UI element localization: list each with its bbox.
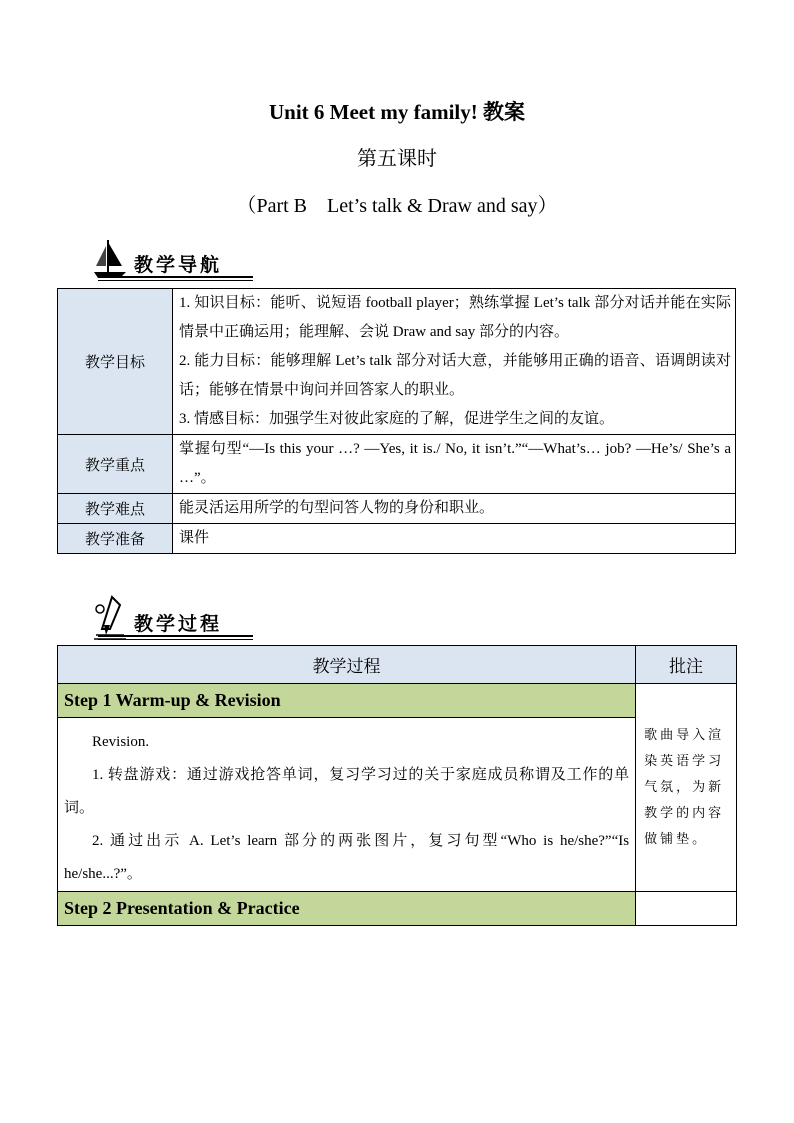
- table-row: [58, 684, 737, 718]
- step-2-title: Step 2 Presentation & Practice: [58, 892, 636, 926]
- section-header-process: [90, 595, 260, 641]
- teaching-navigation-table: [57, 288, 736, 554]
- objective-knowledge: 1. 知识目标：能听、说短语 football player；熟练掌握 Let’s talk 部分对话并能在实际情景中正确运用；能理解、会说 Draw and say 部分的内容。: [179, 295, 731, 340]
- key-points-cell: 掌握句型“—Is this your …? —Yes, it is./ No, it isn’t.”“—What’s… job? —He’s/ She’s a …”。: [173, 435, 736, 494]
- table-row: [58, 435, 736, 494]
- step-1-line: Revision.: [92, 734, 150, 750]
- row-head-preparation: 教学准备: [58, 524, 173, 554]
- lesson-number: 第五课时: [357, 148, 437, 170]
- divider: [98, 635, 253, 637]
- divider: [98, 280, 253, 281]
- section-header-nav: [90, 236, 260, 282]
- section-label-nav: 教学导航: [134, 254, 223, 276]
- row-head-key-points: 教学重点: [58, 435, 173, 494]
- teaching-process-table: [57, 645, 737, 926]
- sailboat-icon: [90, 236, 134, 280]
- difficulties-cell: 能灵活运用所学的句型问答人物的身份和职业。: [173, 494, 736, 524]
- lesson-part: （Part B Let’s talk & Draw and say）: [236, 195, 558, 217]
- objective-emotion: 3. 情感目标：加强学生对彼此家庭的了解，促进学生之间的友谊。: [179, 411, 615, 427]
- step-2-note: [636, 892, 737, 926]
- step-1-line: 1. 转盘游戏：通过游戏抢答单词，复习学习过的关于家庭成员称谓及工作的单词。: [64, 767, 630, 816]
- column-header-notes: 批注: [636, 646, 737, 684]
- table-row: [58, 289, 736, 435]
- section-label-process: 教学过程: [134, 613, 223, 635]
- preparation-cell: 课件: [173, 524, 736, 554]
- divider: [98, 639, 253, 640]
- document-title: Unit 6 Meet my family! 教案: [268, 100, 526, 124]
- step-1-line: 2. 通过出示 A. Let’s learn 部分的两张图片，复习句型“Who is he/she?”“Is he/she...?”。: [64, 833, 630, 882]
- table-header-row: [58, 646, 737, 684]
- table-row: [58, 718, 737, 892]
- step-1-title: Step 1 Warm-up & Revision: [58, 684, 636, 718]
- objective-ability: 2. 能力目标：能够理解 Let’s talk 部分对话大意，并能够用正确的语音、语调朗读对话；能够在情景中询问并回答家人的职业。: [179, 353, 731, 398]
- objectives-cell: [173, 289, 736, 435]
- row-head-difficulties: 教学难点: [58, 494, 173, 524]
- column-header-process: 教学过程: [58, 646, 636, 684]
- divider: [98, 276, 253, 278]
- row-head-objectives: 教学目标: [58, 289, 173, 435]
- step-1-content: [58, 718, 636, 892]
- table-row: [58, 524, 736, 554]
- step-1-note: 歌曲导入渲染英语学习气氛，为新教学的内容做铺垫。: [636, 684, 737, 892]
- table-row: [58, 892, 737, 926]
- table-row: [58, 494, 736, 524]
